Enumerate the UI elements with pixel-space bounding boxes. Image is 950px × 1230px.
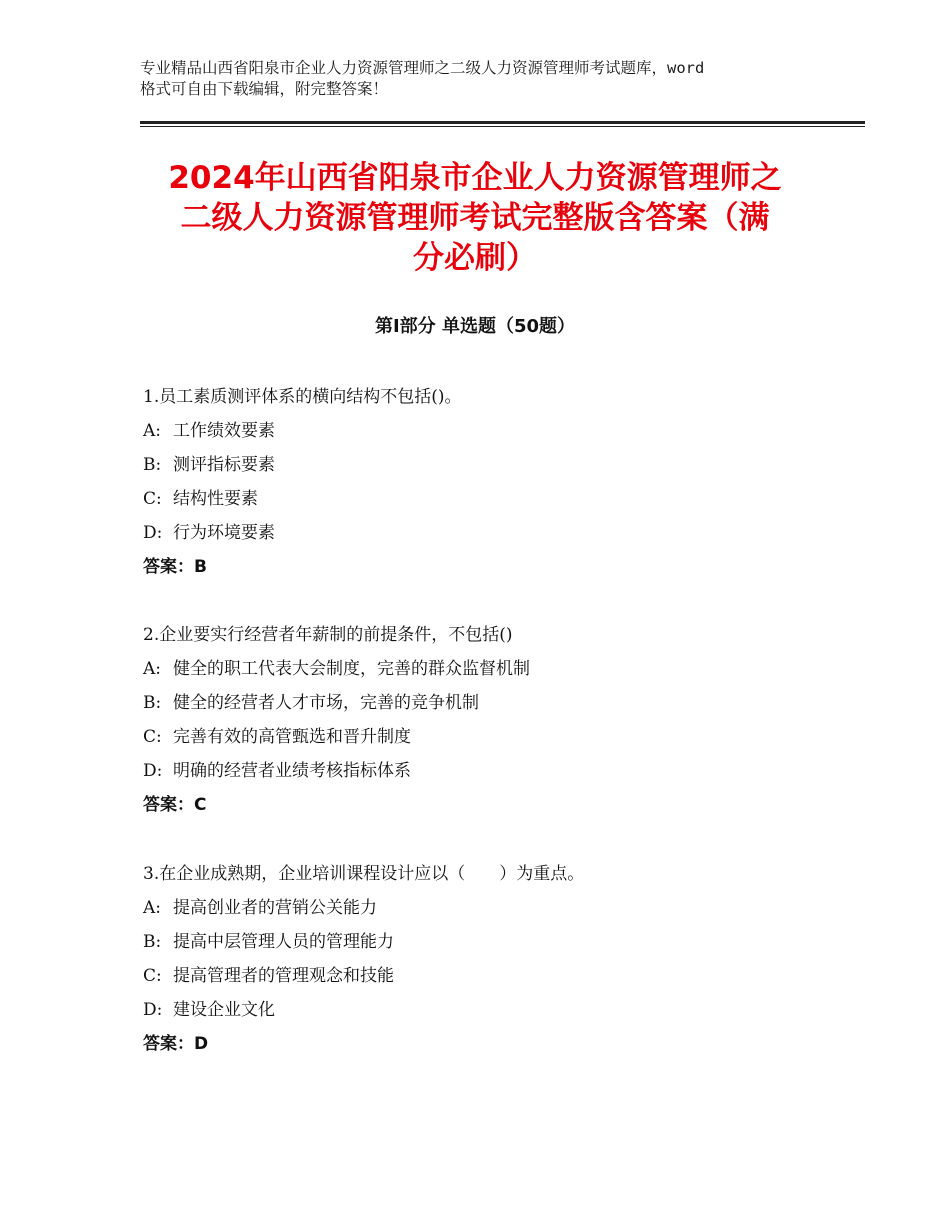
option-a [143,414,843,448]
section-title: 第Ⅰ部分 单选题（50题） [374,316,575,337]
option-c [143,482,843,516]
header-note-line-1: 专业精品山西省阳泉市企业人力资源管理师之二级人力资源管理师考试题库，word [140,59,705,77]
option-letter: D: [143,761,163,781]
question-stem: 2.企业要实行经营者年薪制的前提条件，不包括() [143,625,513,645]
option-letter: C: [143,727,162,747]
option-text: 完善有效的高管甄选和晋升制度 [173,727,411,747]
option-b [143,448,843,482]
document-title [120,158,830,278]
answer-line: 答案：B [143,557,207,577]
document-title-line-1: 2024年山西省阳泉市企业人力资源管理师之 [168,160,782,196]
option-letter: D: [143,1000,163,1020]
option-d [143,993,843,1027]
header-divider-thick [140,121,865,124]
question-3 [143,857,843,1061]
option-letter: A: [143,421,162,441]
option-letter: A: [143,659,162,679]
option-text: 提高管理者的管理观念和技能 [173,966,394,986]
option-a [143,891,843,925]
option-c [143,959,843,993]
question-stem: 1.员工素质测评体系的横向结构不包括()。 [143,387,462,407]
option-letter: C: [143,966,162,986]
header-note [140,58,830,100]
option-letter: B: [143,693,162,713]
document-title-line-3: 分必刷） [413,240,537,276]
answer-line: 答案：D [143,1034,209,1054]
header-note-line-2: 格式可自由下载编辑，附完整答案！ [140,80,389,98]
option-c [143,720,843,754]
option-d [143,516,843,550]
question-2 [143,618,843,822]
option-letter: B: [143,455,162,475]
question-stem: 3.在企业成熟期，企业培训课程设计应以（ ）为重点。 [143,864,585,884]
option-text: 测评指标要素 [173,455,275,475]
option-text: 结构性要素 [173,489,258,509]
option-text: 工作绩效要素 [173,421,275,441]
document-title-line-2: 二级人力资源管理师考试完整版含答案（满 [180,200,770,236]
question-1 [143,380,843,584]
option-text: 行为环境要素 [173,523,275,543]
option-letter: B: [143,932,162,952]
option-text: 提高创业者的营销公关能力 [173,898,377,918]
option-text: 提高中层管理人员的管理能力 [173,932,394,952]
option-b [143,925,843,959]
option-d [143,754,843,788]
option-text: 健全的职工代表大会制度，完善的群众监督机制 [173,659,530,679]
option-text: 建设企业文化 [173,1000,275,1020]
option-a [143,652,843,686]
option-b [143,686,843,720]
option-text: 明确的经营者业绩考核指标体系 [173,761,411,781]
option-letter: D: [143,523,163,543]
option-text: 健全的经营者人才市场，完善的竞争机制 [173,693,479,713]
answer-line: 答案：C [143,795,207,815]
option-letter: C: [143,489,162,509]
header-divider-thin [140,126,865,127]
option-letter: A: [143,898,162,918]
